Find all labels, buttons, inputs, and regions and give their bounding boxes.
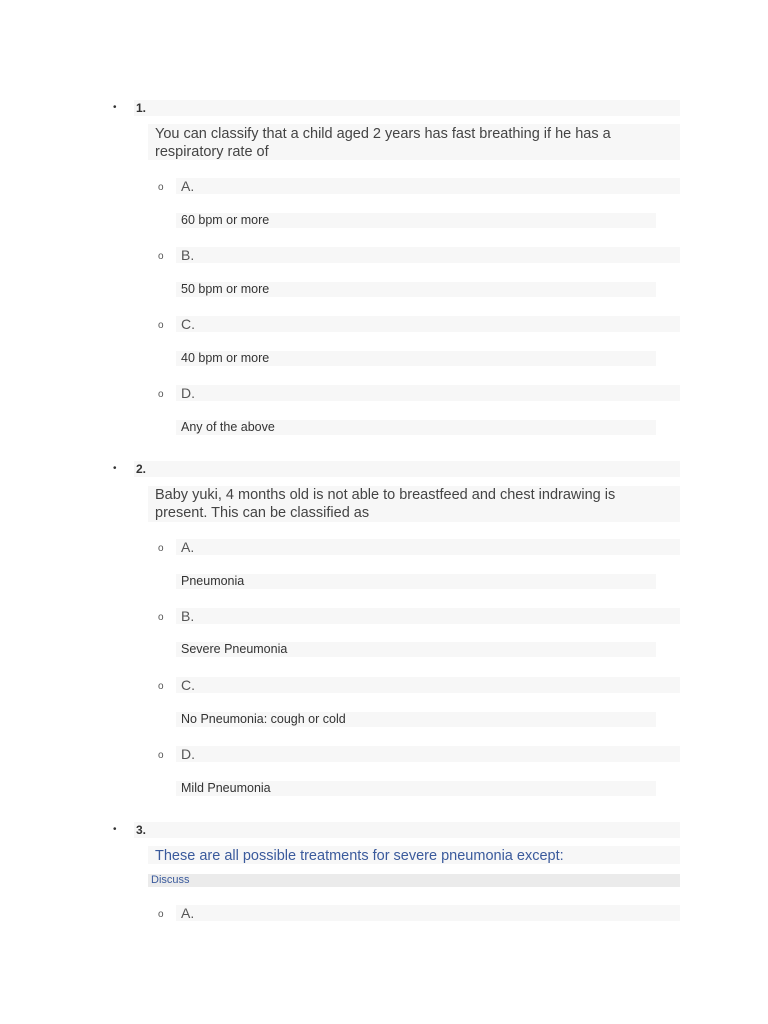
option-letter[interactable]: B. [181,247,195,263]
option-bullet: o [158,681,164,692]
option-letter[interactable]: C. [181,677,195,693]
option-text[interactable]: 50 bpm or more [181,282,270,296]
option-text[interactable]: 60 bpm or more [181,213,270,227]
option-letter[interactable]: A. [181,905,195,921]
option-letter[interactable]: C. [181,316,195,332]
option-bullet: o [158,320,164,331]
option-text[interactable]: 40 bpm or more [181,351,270,365]
option-letter[interactable]: D. [181,746,195,762]
option-text[interactable]: No Pneumonia: cough or cold [181,712,346,726]
question-number: 3. [136,823,147,837]
option-bullet: o [158,251,164,262]
question-bullet: • [113,102,117,113]
option-letter[interactable]: D. [181,385,195,401]
question-bullet: • [113,824,117,835]
option-bullet: o [158,182,164,193]
option-bullet: o [158,543,164,554]
option-bullet: o [158,909,164,920]
option-bullet: o [158,612,164,623]
option-text[interactable]: Any of the above [181,420,275,434]
question-text: Baby yuki, 4 months old is not able to breastfeed and chest indrawing is present. This can be classified as [155,487,616,521]
option-text[interactable]: Severe Pneumonia [181,642,288,656]
option-text[interactable]: Mild Pneumonia [181,781,271,795]
option-letter[interactable]: B. [181,608,195,624]
option-text[interactable]: Pneumonia [181,574,245,588]
question-text: You can classify that a child aged 2 years has fast breathing if he has a respiratory rate of [155,126,611,160]
option-letter[interactable]: A. [181,539,195,555]
question-number: 2. [136,462,147,476]
option-letter[interactable]: A. [181,178,195,194]
option-bullet: o [158,389,164,400]
question-text-link[interactable]: These are all possible treatments for severe pneumonia except: [155,848,564,864]
option-bullet: o [158,750,164,761]
discuss-link[interactable]: Discuss [151,874,190,886]
question-number: 1. [136,101,147,115]
question-bullet: • [113,463,117,474]
